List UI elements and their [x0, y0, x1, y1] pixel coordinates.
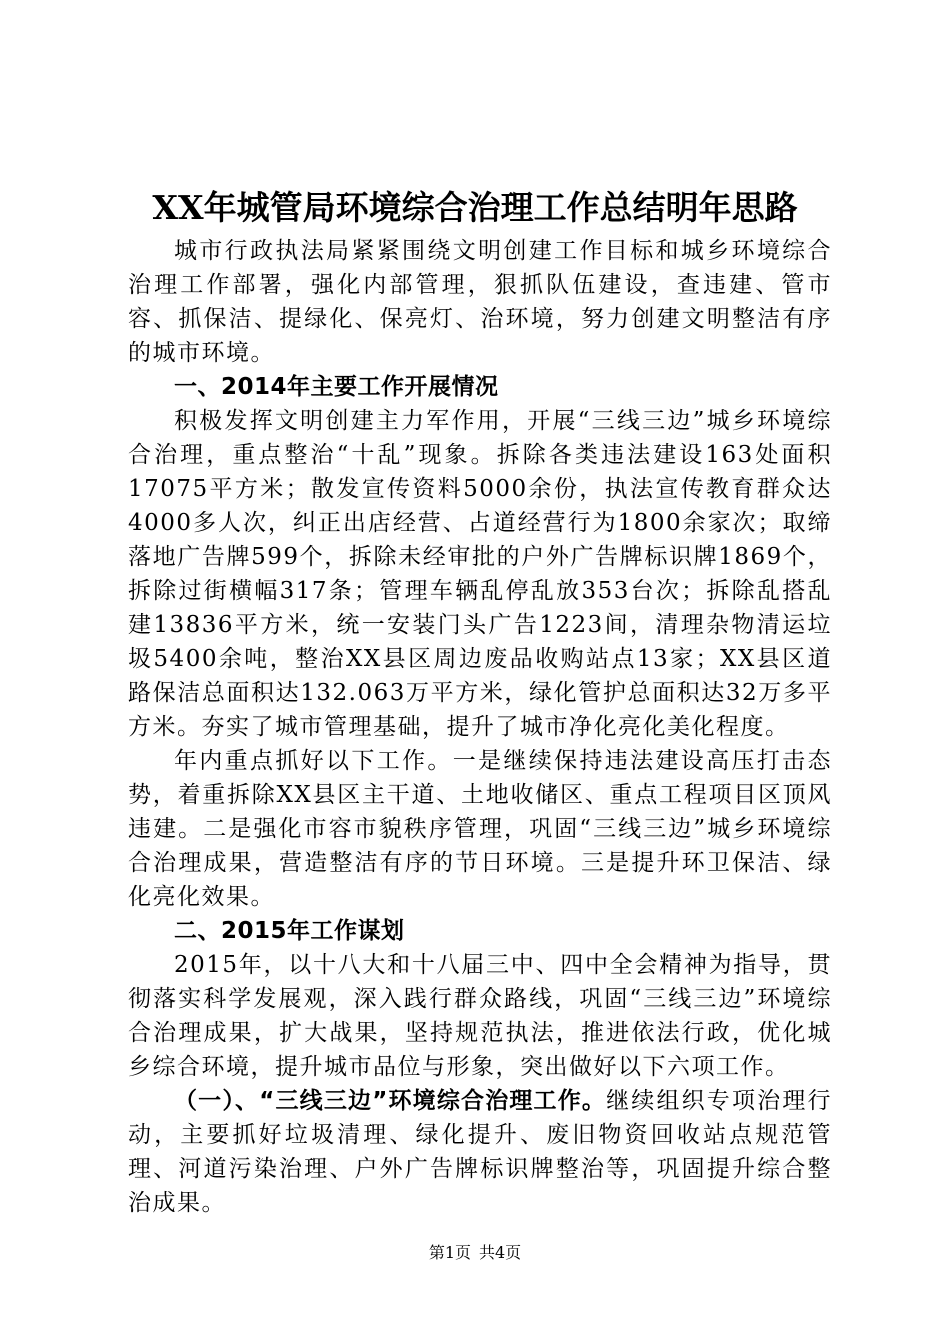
page-footer [0, 1242, 950, 1264]
item-one-lead: （一）、“三线三边”环境综合治理工作。 [174, 1088, 607, 1114]
intro-paragraph: 城市行政执法局紧紧围绕文明创建工作目标和城乡环境综合治理工作部署，强化内部管理，狠抓队伍建设，查违建、管市容、抓保洁、提绿化、保亮灯、治环境，努力创建文明整洁有序的城市环境。 [128, 238, 832, 366]
plan-paragraph: 2015年，以十八大和十八届三中、四中全会精神为指导，贯彻落实科学发展观，深入践行群众路线，巩固“三线三边”环境综合治理成果，扩大战果，坚持规范执法，推进依法行政，优化城乡综合环境，提升城市品位与形象，突出做好以下六项工作。 [128, 952, 832, 1080]
document-body [128, 234, 832, 1220]
item-one-text: 继续组织专项治理行动，主要抓好垃圾清理、绿化提升、废旧物资回收站点规范管理、河道污染治理、户外广告牌标识牌整治等，巩固提升综合整治成果。 [128, 1088, 833, 1216]
page-total: 共4页 [479, 1243, 522, 1262]
section-heading-2: 二、2015年工作谋划 [174, 918, 405, 944]
page-number: 第1页 [428, 1243, 471, 1262]
work-summary-paragraph: 积极发挥文明创建主力军作用，开展“三线三边”城乡环境综合治理，重点整治“十乱”现象。拆除各类违法建设163处面积17075平方米；散发宣传资料5000余份，执法宣传教育群众达4000多人次，纠正出店经营、占道经营行为1800余家次；取缔落地广告牌599个，拆除未经审批的户外广告牌标识牌1869个，拆除过街横幅317条；管理车辆乱停乱放353台次；拆除乱搭乱建13836平方米，统一安装门头广告1223间，清理杂物清运垃圾5400余吨，整治XX县区周边废品收购站点13家；XX县区道路保洁总面积达132.063万平方米，绿化管护总面积达32万多平方米。夯实了城市管理基础，提升了城市净化亮化美化程度。 [128, 408, 832, 740]
section-heading-1: 一、2014年主要工作开展情况 [174, 374, 499, 400]
key-work-paragraph: 年内重点抓好以下工作。一是继续保持违法建设高压打击态势，着重拆除XX县区主干道、土地收储区、重点工程项目区顶风违建。二是强化市容市貌秩序管理，巩固“三线三边”城乡环境综合治理成果，营造整洁有序的节日环境。三是提升环卫保洁、绿化亮化效果。 [128, 748, 832, 910]
document-title: XX年城管局环境综合治理工作总结明年思路 [152, 188, 798, 227]
item-one-paragraph [128, 1084, 832, 1220]
